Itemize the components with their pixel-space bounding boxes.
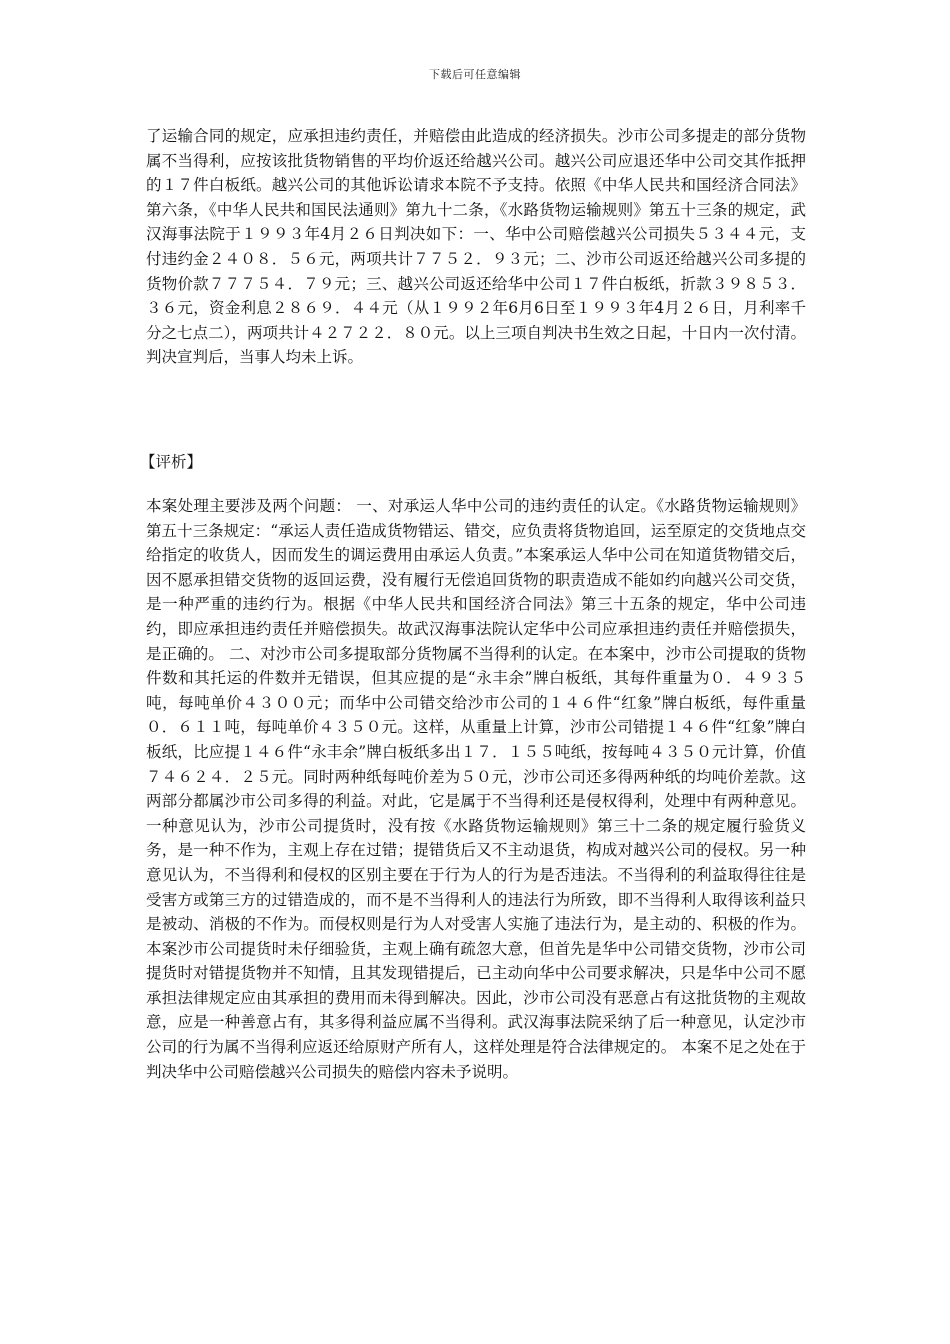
section-heading: 【评析】 <box>140 453 203 471</box>
judgment-paragraph: 了运输合同的规定，应承担违约责任，并赔偿由此造成的经济损失。沙市公司多提走的部分货物属不当得利，应按该批货物销售的平均价返还给越兴公司。越兴公司应退还华中公司交其作抵押的１７件白板纸。越兴公司的其他诉讼请求本院不予支持。依照《中华人民共和国经济合同法》第六条，《中华人民共和国民法通则》第九十二条，《水路货物运输规则》第五十三条的规定，武汉海事法院于１９９３年4月２６日判决如下：一、华中公司赔偿越兴公司损失５３４４元，支付违约金２４０８．５６元，两项共计７７５２．９３元；二、沙市公司返还给越兴公司多提的货物价款７７７５４．７９元；三、越兴公司返还给华中公司１７件白板纸，折款３９８５３．３６元，资金利息２８６９．４４元（从１９９２年6月6日至１９９３年4月２６日，月利率千分之七点二），两项共计４２７２２．８０元。以上三项自判决书生效之日起，十日内一次付清。 判决宣判后，当事人均未上诉。 <box>146 127 806 367</box>
analysis-paragraph: 本案处理主要涉及两个问题： 一、对承运人华中公司的违约责任的认定。《水路货物运输规则》第五十三条规定：“承运人责任造成货物错运、错交，应负责将货物追回，运至原定的交货地点交给指定的收货人，因而发生的调运费用由承运人负责。”本案承运人华中公司在知道货物错交后，因不愿承担错交货物的返回运费，没有履行无偿追回货物的职责造成不能如约向越兴公司交货，是一种严重的违约行为。根据《中华人民共和国经济合同法》第三十五条的规定，华中公司违约，即应承担违约责任并赔偿损失。故武汉海事法院认定华中公司应承担违约责任并赔偿损失，是正确的。 二、对沙市公司多提取部分货物属不当得利的认定。在本案中，沙市公司提取的货物件数和其托运的件数并无错误，但其应提的是“永丰余”牌白板纸，其每件重量为０．４９３５吨，每吨单价４３００元；而华中公司错交给沙市公司的１４６件“红象”牌白板纸，每件重量０．６１１吨，每吨单价４３５０元。这样，从重量上计算，沙市公司错提１４６件“红象”牌白板纸，比应提１４６件“永丰余”牌白板纸多出１７．１５５吨纸，按每吨４３５０元计算，价值７４６２４．２５元。同时两种纸每吨价差为５０元，沙市公司还多得两种纸的均吨价差款。这两部分都属沙市公司多得的利益。对此，它是属于不当得利还是侵权得利，处理中有两种意见。一种意见认为，沙市公司提货时，没有按《水路货物运输规则》第三十二条的规定履行验货义务，是一种不作为，主观上存在过错；提错货后又不主动退货，构成对越兴公司的侵权。另一种意见认为，不当得利和侵权的区别主要在于行为人的行为是否违法。不当得利的利益取得往往是受害方或第三方的过错造成的，而不是不当得利人的违法行为所致，即不当得利人取得该利益只是被动、消极的不作为。而侵权则是行为人对受害人实施了违法行为，是主动的、积极的作为。本案沙市公司提货时未仔细验货，主观上确有疏忽大意，但首先是华中公司错交货物，沙市公司提货时对错提货物并不知情，且其发现错提后，已主动向华中公司要求解决，只是华中公司不愿承担法律规定应由其承担的费用而未得到解决。因此，沙市公司没有恶意占有这批货物的主观故意，应是一种善意占有，其多得利益应属不当得利。武汉海事法院采纳了后一种意见，认定沙市公司的行为属不当得利应返还给原财产所有人，这样处理是符合法律规定的。 本案不足之处在于判决华中公司赔偿越兴公司损失的赔偿内容未予说明。 <box>146 497 806 1081</box>
page-header: 下载后可任意编辑 <box>429 68 521 81</box>
